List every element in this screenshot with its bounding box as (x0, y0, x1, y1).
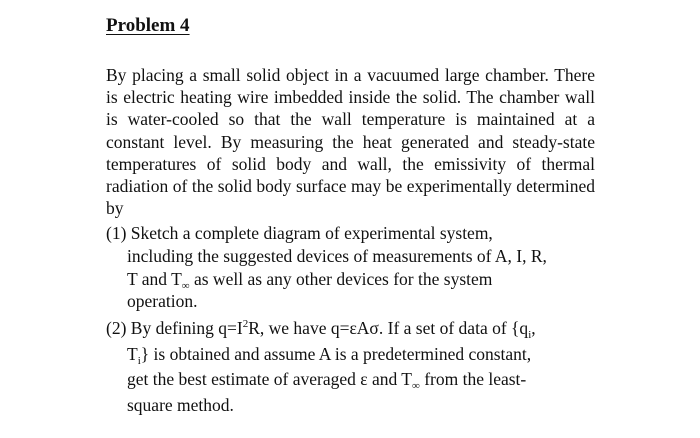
infinity-subscript: ∞ (181, 279, 190, 292)
problem-heading: Problem 4 (106, 15, 190, 36)
q1-text-t: T and T (127, 268, 182, 289)
q2-text-least: from the least- (419, 369, 527, 390)
q1-text-devices: as well as any other devices for the system (189, 268, 493, 289)
question-1-line-3 (106, 268, 606, 291)
question-2 (106, 316, 606, 418)
question-2-line-2 (106, 342, 606, 368)
q2-text-obtained: } is obtained and assume A is a predetermined constant, (140, 343, 532, 364)
q2-text-estimate: get the best estimate of averaged ε and T (127, 369, 412, 390)
i-subscript: i (528, 329, 532, 341)
q2-text-data: R, we have q=εAσ. If a set of data of {q (248, 318, 529, 338)
question-1-line-1: (1) Sketch a complete diagram of experimental system, (106, 223, 493, 243)
q2-text-comma: , (531, 318, 536, 338)
question-2-line-4: square method. (127, 394, 234, 415)
problem-description: By placing a small solid object in a vacuumed large chamber. There is electric heating wire imbedded inside the solid. The chamber wall is water-cooled so that the wall temperature is maintained at a constant level. By measuring the heat generated and steady-state temperatures of solid body and wall, the emissivity of thermal radiation of the solid body surface may be experimentally determined by (106, 65, 595, 219)
squared-superscript: 2 (242, 318, 249, 330)
question-2-line-3 (106, 367, 606, 393)
question-2-line-1 (106, 316, 606, 342)
q2-text-defining: (2) By defining q=I (106, 318, 243, 338)
question-1 (106, 222, 606, 313)
question-1-line-4: operation. (127, 291, 198, 312)
i-subscript: i (137, 354, 141, 367)
infinity-subscript: ∞ (411, 380, 420, 393)
question-1-line-2: including the suggested devices of measurements of A, I, R, (127, 245, 547, 266)
q2-text-t: T (127, 343, 138, 364)
